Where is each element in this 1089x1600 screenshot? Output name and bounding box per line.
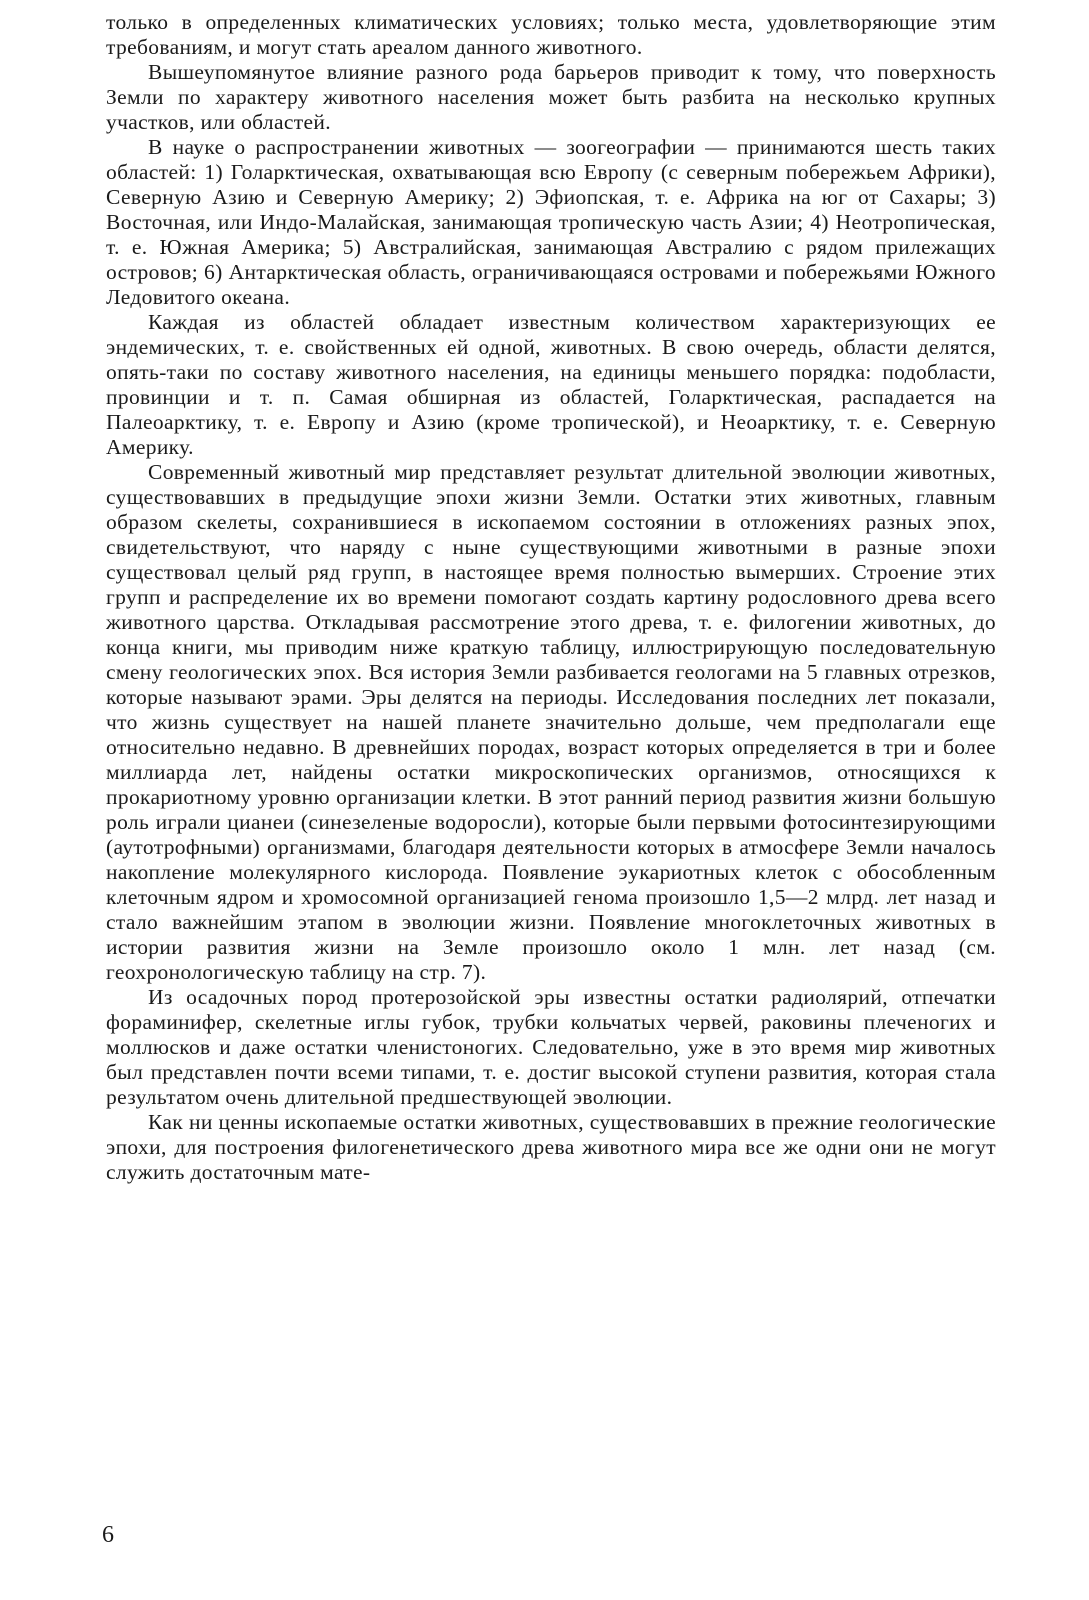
paragraph-proterozoic-fossils: Из осадочных пород протерозойской эры известны остатки радиолярий, отпечатки фораминифер, скелетные иглы губок, трубки кольчатых червей, раковины плеченогих и моллюсков и даже остатки членистоногих. Следовательно, уже в это время мир животных был представлен почти всеми типами, т. е. достиг высокой ступени развития, которая стала результатом очень длительной предшествующей эволюции. bbox=[106, 985, 996, 1109]
paragraph-evolution-history: Современный животный мир представляет результат длительной эволюции животных, существовавших в предыдущие эпохи жизни Земли. Остатки этих животных, главным образом скелеты, сохранившиеся в ископаемом состоянии в отложениях разных эпох, свидетельствуют, что наряду с ныне существующими животными в разные эпохи существовал целый ряд групп, в настоящее время полностью вымерших. Строение этих групп и распределение их во времени помогают создать картину родословного древа всего животного царства. Откладывая рассмотрение этого древа, т. е. филогении животных, до конца книги, мы приводим ниже краткую таблицу, иллюстрирующую последовательную смену геологических эпох. Вся история Земли разбивается геологами на 5 главных отрезков, которые называют эрами. Эры делятся на периоды. Исследования последних лет показали, что жизнь существует на нашей планете значительно дольше, чем предполагали еще относительно недавно. В древнейших породах, возраст которых определяется в три и более миллиарда лет, найдены остатки микроскопических организмов, относящихся к прокариотному уровню организации клетки. В этот ранний период развития жизни большую роль играли цианеи (синезеленые водоросли), которые были первыми фотосинтезирующими (аутотрофными) организмами, благодаря деятельности которых в атмосфере Земли началось накопление молекулярного кислорода. Появление эукариотных клеток с обособленным клеточным ядром и хромосомной организацией генома произошло 1,5—2 млрд. лет назад и стало важнейшим этапом в эволюции жизни. Появление многоклеточных животных в истории развития жизни на Земле произошло около 1 млн. лет назад (см. геохронологическую таблицу на стр. 7). bbox=[106, 460, 996, 984]
paragraph-phylogenetic-tree: Как ни ценны ископаемые остатки животных, существовавших в прежние геологические эпохи, для построения филогенетического древа животного мира все же одни они не могут служить достаточным мате- bbox=[106, 1110, 996, 1184]
paragraph-zoogeography-regions: В науке о распространении животных — зоогеографии — принимаются шесть таких областей: 1) Голарктическая, охватывающая всю Европу (с северным побережьем Африки), Северную Азию и Северную Америку; 2) Эфиопская, т. е. Африка на юг от Сахары; 3) Восточная, или Индо-Малайская, занимающая тропическую часть Азии; 4) Неотропическая, т. е. Южная Америка; 5) Австралийская, занимающая Австралию с рядом прилежащих островов; 6) Антарктическая область, ограничивающаяся островами и побережьями Южного Ледовитого океана. bbox=[106, 135, 996, 309]
page-number: 6 bbox=[102, 1522, 114, 1548]
paragraph-barriers: Вышеупомянутое влияние разного рода барьеров приводит к тому, что поверхность Земли по характеру животного населения может быть разбита на несколько крупных участков, или областей. bbox=[106, 60, 996, 134]
page-body bbox=[106, 10, 996, 1570]
paragraph-endemic-animals: Каждая из областей обладает известным количеством характеризующих ее эндемических, т. е. свойственных ей одной, животных. В свою очередь, области делятся, опять-таки по составу животного населения, на единицы меньшего порядка: подобласти, провинции и т. п. Самая обширная из областей, Голарктическая, распадается на Палеоарктику, т. е. Европу и Азию (кроме тропической), и Неоарктику, т. е. Северную Америку. bbox=[106, 310, 996, 459]
paragraph-continuation: только в определенных климатических условиях; только места, удовлетворяющие этим требованиям, и могут стать ареалом данного животного. bbox=[106, 10, 996, 59]
